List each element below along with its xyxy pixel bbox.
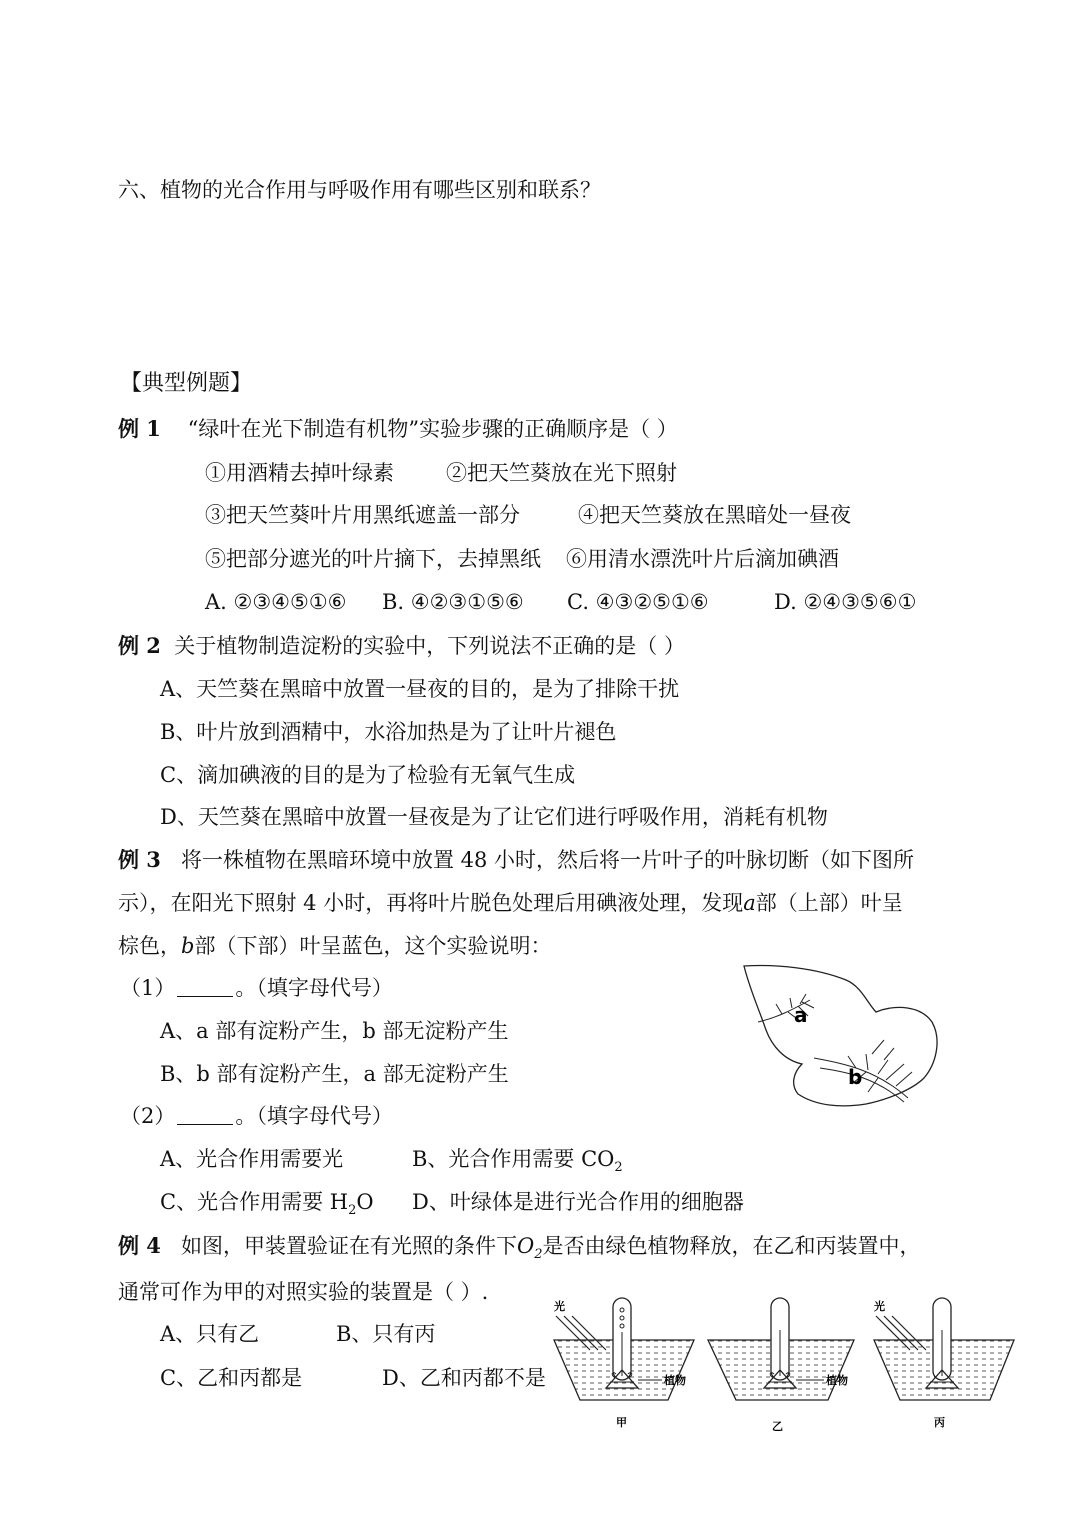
apparatus-jia: [554, 1298, 694, 1429]
example-3-text-2a: 示），在阳光下照射 4 小时，再将叶片脱色处理后用碘液处理，发现: [118, 891, 744, 915]
leaf-label-a: a: [794, 1003, 808, 1027]
apparatus-figure: [550, 1290, 1020, 1440]
caption-jia: 甲: [616, 1416, 627, 1429]
example-4-line-1: [118, 1232, 920, 1269]
q2-tail: 。（填字母代号）: [235, 1104, 393, 1128]
example-1-option-b: B. ④②③①⑤⑥: [382, 590, 524, 614]
example-1-text: “绿叶在光下制造有机物”实验步骤的正确顺序是（ ）: [187, 417, 678, 441]
example-2-option-d: D、天竺葵在黑暗中放置一昼夜是为了让它们进行呼吸作用，消耗有机物: [160, 805, 828, 829]
example-3-q2-option-a: A、光合作用需要光: [160, 1147, 344, 1171]
caption-yi: 乙: [772, 1420, 783, 1433]
example-3-q2-option-c: [160, 1188, 374, 1225]
o2-main: O: [516, 1234, 535, 1258]
example-3-q1-option-a: A、a 部有淀粉产生，b 部无淀粉产生: [160, 1019, 509, 1043]
leaf-outline: [744, 966, 937, 1106]
example-3-line-3: [118, 932, 551, 960]
q1-number: （1）: [120, 976, 176, 1000]
q2-number: （2）: [120, 1104, 176, 1128]
light-label-bing: 光: [874, 1300, 885, 1313]
example-2-question: [118, 632, 685, 660]
example-3-label: 例 3: [118, 847, 161, 872]
example-3-q2-option-b: [412, 1145, 623, 1182]
caption-bing: 丙: [934, 1416, 945, 1429]
leaf-vein-b: [814, 1040, 912, 1102]
apparatus-yi: [708, 1298, 854, 1433]
example-4-option-d: D、乙和丙都不是: [382, 1366, 546, 1390]
example-1-step-5: ⑤把部分遮光的叶片摘下，去掉黑纸: [205, 547, 541, 571]
example-1-step-2: ②把天竺葵放在光下照射: [446, 461, 677, 485]
q1-answer-blank[interactable]: [177, 976, 233, 997]
plant-label-jia: 植物: [664, 1374, 686, 1387]
example-3-q2: [120, 1102, 393, 1130]
q2-option-c-sub: 2: [348, 1203, 357, 1219]
example-2-option-a: A、天竺葵在黑暗中放置一昼夜的目的，是为了排除干扰: [160, 677, 680, 701]
example-1-option-d: D. ②④③⑤⑥①: [774, 590, 917, 614]
example-3-text-2b: 部（上部）叶呈: [755, 891, 903, 915]
example-4-text-1a: 如图，甲装置验证在有光照的条件下: [180, 1234, 517, 1258]
example-4-label: 例 4: [118, 1233, 161, 1258]
q1-tail: 。（填字母代号）: [235, 976, 393, 1000]
example-2-label: 例 2: [118, 633, 161, 658]
example-1-question: [118, 415, 678, 443]
example-1-step-4: ④把天竺葵放在黑暗处一昼夜: [578, 503, 851, 527]
example-2-option-b: B、叶片放到酒精中，水浴加热是为了让叶片褪色: [160, 720, 617, 744]
o2-symbol: [516, 1234, 543, 1263]
section-six-question: 六、植物的光合作用与呼吸作用有哪些区别和联系？: [118, 178, 601, 202]
o2-sub: 2: [534, 1247, 543, 1263]
example-1-step-1: ①用酒精去掉叶绿素: [205, 461, 394, 485]
example-1-option-a: A. ②③④⑤①⑥: [205, 590, 347, 614]
leaf-label-b: b: [848, 1065, 863, 1089]
q2-option-c-tail: O: [356, 1190, 374, 1214]
example-4-option-c: C、乙和丙都是: [160, 1366, 303, 1390]
leaf-figure: [736, 960, 946, 1110]
plant-label-yi: 植物: [826, 1374, 848, 1387]
q2-option-c-text: C、光合作用需要 H: [160, 1190, 349, 1214]
q2-answer-blank[interactable]: [177, 1104, 233, 1125]
example-3-text-3a: 棕色，: [118, 934, 181, 958]
example-3-text-3b: 部（下部）叶呈蓝色，这个实验说明：: [194, 934, 552, 958]
example-2-option-c: C、滴加碘液的目的是为了检验有无氧气生成: [160, 763, 576, 787]
example-3-q1-option-b: B、b 部有淀粉产生，a 部无淀粉产生: [160, 1062, 509, 1086]
letter-a: a: [743, 891, 756, 915]
example-4-option-b: B、只有丙: [336, 1322, 436, 1346]
example-1-label: 例 1: [118, 416, 161, 441]
example-3-text-1: 将一株植物在黑暗环境中放置 48 小时，然后将一片叶子的叶脉切断（如下图所: [180, 848, 915, 872]
example-2-text: 关于植物制造淀粉的实验中，下列说法不正确的是（ ）: [174, 634, 685, 658]
typical-examples-heading: 【典型例题】: [120, 371, 253, 396]
example-3-q2-option-d: D、叶绿体是进行光合作用的细胞器: [412, 1190, 744, 1214]
example-4-line-2: 通常可作为甲的对照实验的装置是（ ）.: [118, 1280, 489, 1304]
light-label-jia: 光: [554, 1300, 565, 1313]
apparatus-bing: [874, 1298, 1014, 1429]
example-1-step-6: ⑥用清水漂洗叶片后滴加碘酒: [566, 547, 839, 571]
example-3-line-1: [118, 846, 914, 874]
example-3-q1: [120, 974, 393, 1002]
example-3-line-2: [118, 889, 903, 917]
example-4-text-1b: 是否由绿色植物释放，在乙和丙装置中，: [542, 1234, 921, 1258]
q2-option-b-sub: 2: [614, 1160, 623, 1176]
example-4-option-a: A、只有乙: [160, 1322, 260, 1346]
example-1-option-c: C. ④③②⑤①⑥: [567, 590, 709, 614]
letter-b: b: [181, 934, 195, 958]
example-1-step-3: ③把天竺葵叶片用黑纸遮盖一部分: [205, 503, 520, 527]
q2-option-b-text: B、光合作用需要 CO: [412, 1147, 615, 1171]
